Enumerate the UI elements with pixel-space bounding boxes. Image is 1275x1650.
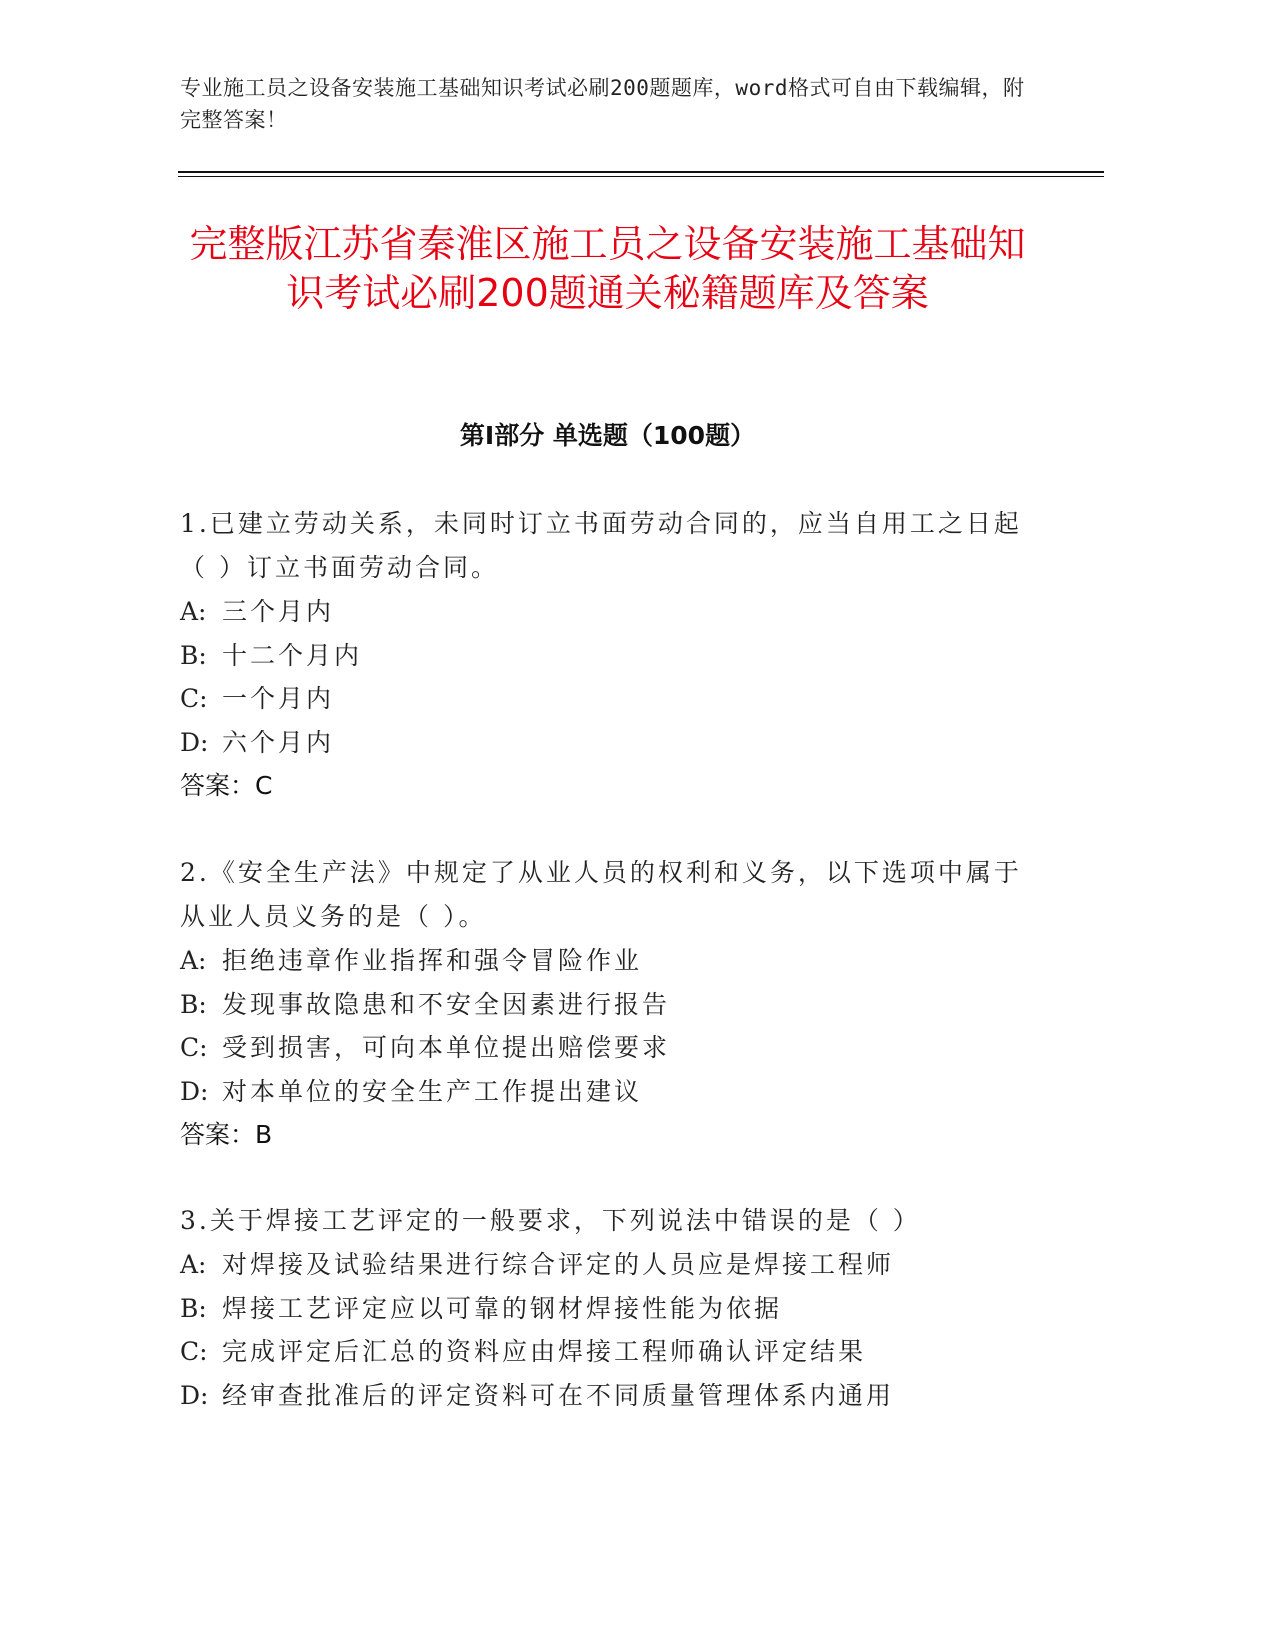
option-text: 六个月内 — [222, 727, 335, 757]
option-letter: B: — [180, 640, 207, 670]
header-rule-thick — [178, 171, 1104, 173]
option-b — [180, 1287, 1040, 1331]
question-text: 2.《安全生产法》中规定了从业人员的权利和义务，以下选项中属于从业人员义务的是（ ）。 — [180, 858, 1022, 931]
option-b — [180, 983, 1040, 1027]
answer: 答案：C — [180, 771, 273, 800]
option-text: 十二个月内 — [222, 640, 363, 670]
option-c — [180, 1026, 1040, 1070]
question-1 — [180, 502, 1040, 808]
option-letter: B: — [180, 989, 207, 1019]
option-text: 对本单位的安全生产工作提出建议 — [222, 1076, 643, 1106]
option-text: 发现事故隐患和不安全因素进行报告 — [222, 989, 671, 1019]
option-text: 受到损害，可向本单位提出赔偿要求 — [222, 1033, 671, 1062]
option-letter: C: — [180, 1033, 208, 1062]
header-rule-thin — [178, 176, 1104, 177]
option-text: 焊接工艺评定应以可靠的钢材焊接性能为依据 — [222, 1293, 783, 1323]
option-text: 三个月内 — [222, 597, 335, 626]
option-letter: B: — [180, 1293, 207, 1323]
option-a — [180, 1243, 1040, 1287]
option-letter: A: — [180, 946, 207, 975]
option-d — [180, 1374, 1040, 1418]
option-letter: C: — [180, 1337, 208, 1366]
option-text: 对焊接及试验结果进行综合评定的人员应是焊接工程师 — [222, 1250, 895, 1279]
option-letter: A: — [180, 597, 207, 626]
option-a — [180, 939, 1040, 983]
option-text: 拒绝违章作业指挥和强令冒险作业 — [222, 946, 643, 975]
header-note: 专业施工员之设备安装施工基础知识考试必刷200题题库，word格式可自由下载编辑，附完整答案！ — [180, 76, 1025, 132]
option-letter: A: — [180, 1250, 207, 1279]
option-text: 一个月内 — [222, 684, 335, 713]
document-title: 完整版江苏省秦淮区施工员之设备安装施工基础知识考试必刷200题通关秘籍题库及答案 — [189, 222, 1026, 315]
option-d — [180, 1070, 1040, 1114]
answer: 答案：B — [180, 1120, 273, 1149]
option-letter: D: — [180, 1380, 209, 1410]
option-letter: D: — [180, 1076, 209, 1106]
question-text: 3.关于焊接工艺评定的一般要求，下列说法中错误的是（ ） — [180, 1206, 921, 1235]
option-a — [180, 590, 1040, 634]
section-title: 第Ⅰ部分 单选题（100题） — [459, 421, 756, 450]
option-d — [180, 721, 1040, 765]
question-3 — [180, 1199, 1040, 1417]
option-letter: C: — [180, 684, 208, 713]
option-text: 经审查批准后的评定资料可在不同质量管理体系内通用 — [222, 1380, 895, 1410]
option-c — [180, 677, 1040, 721]
option-b — [180, 634, 1040, 678]
question-2 — [180, 851, 1040, 1157]
option-text: 完成评定后汇总的资料应由焊接工程师确认评定结果 — [222, 1337, 867, 1366]
option-c — [180, 1330, 1040, 1374]
question-text: 1.已建立劳动关系，未同时订立书面劳动合同的，应当自用工之日起（ ）订立书面劳动合同。 — [180, 509, 1022, 582]
option-letter: D: — [180, 727, 209, 757]
